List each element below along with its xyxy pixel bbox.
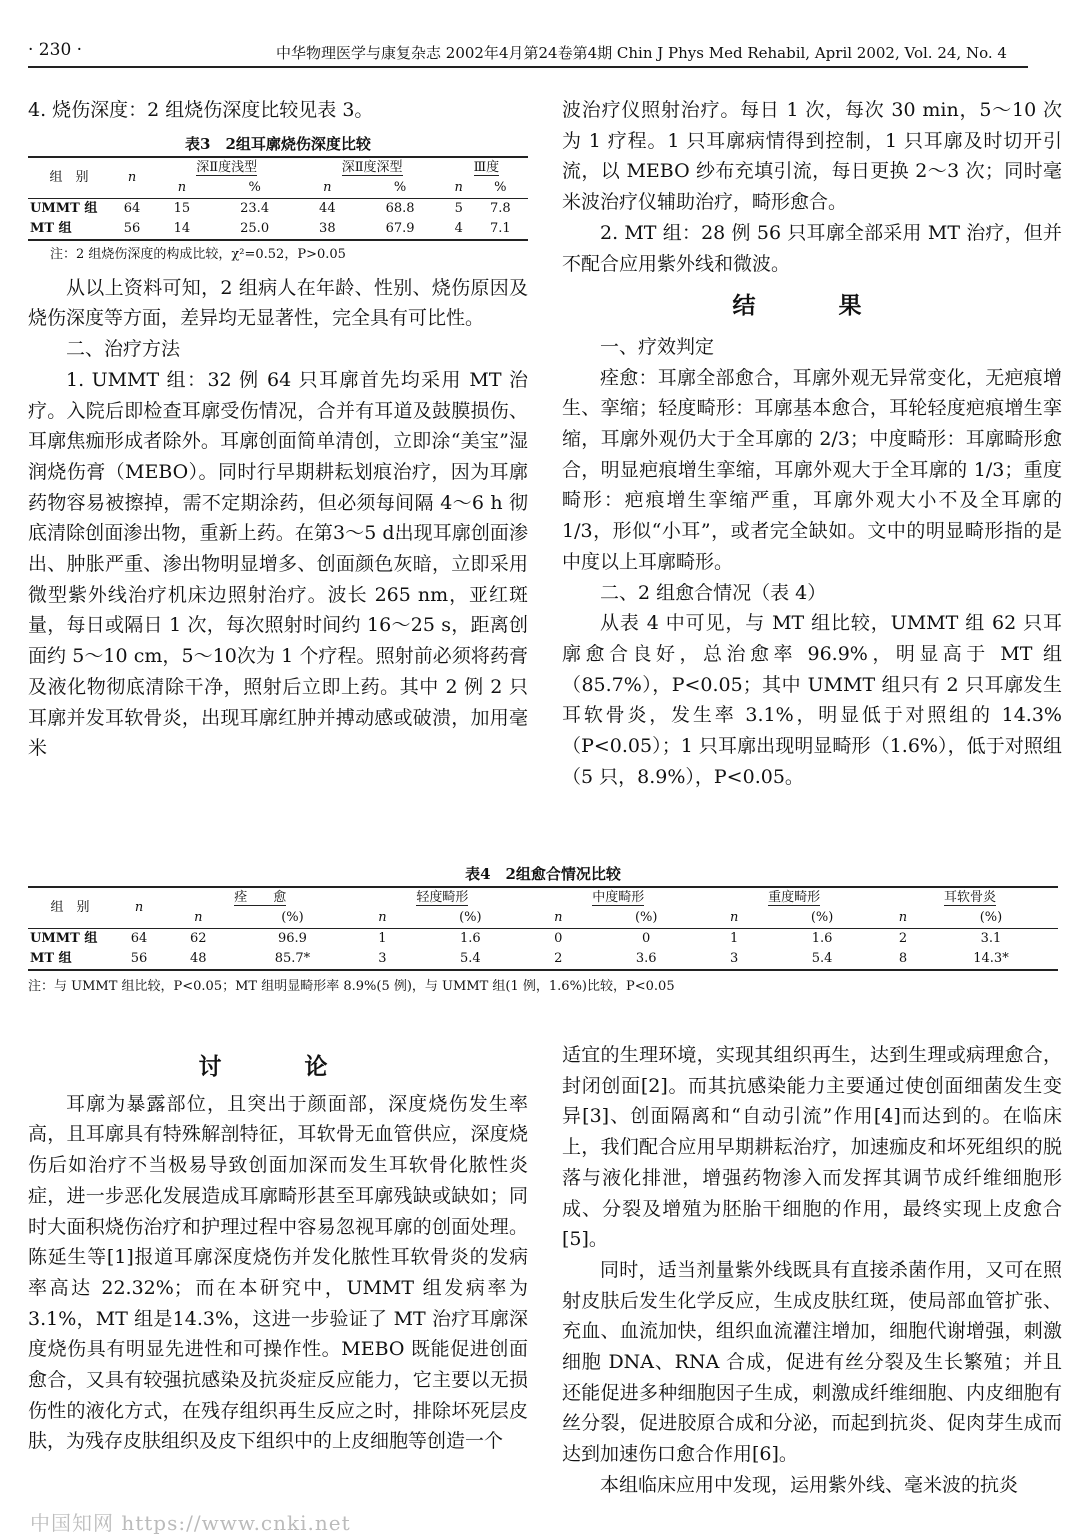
table-cell: 96.9 (277, 931, 307, 946)
table-cell: 1.6 (459, 931, 481, 946)
table-subheader: (%) (459, 910, 482, 925)
table-cell: 3.1 (980, 931, 1002, 946)
paragraph: 从以上资料可知，2 组病人在年龄、性别、烧伤原因及烧伤深度等方面，差异均无显著性，完全具有可比性。 (28, 276, 528, 330)
subheading: 二、治疗方法 (66, 338, 181, 361)
table-cell: 5.4 (811, 951, 833, 966)
table-cell: 1.6 (811, 931, 833, 946)
table-header: 深Ⅱ度深型 (341, 159, 403, 175)
right-column-top (562, 95, 1062, 792)
table-cell: 67.9 (385, 220, 415, 236)
page-header (0, 38, 1088, 78)
table-subheader: (%) (281, 910, 304, 925)
table-subheader: % (494, 179, 507, 195)
table-subheader: n (378, 910, 387, 925)
table-subheader: (%) (979, 910, 1003, 925)
table4-caption: 表4 2组愈合情况比较 (465, 865, 621, 883)
table-cell: UMMT 组 (30, 200, 98, 216)
table-subheader: n (729, 910, 739, 925)
table-header: 组 别 (49, 169, 89, 185)
table-header: 组 别 (50, 900, 90, 915)
table-cell: 3 (729, 951, 739, 966)
discussion-right (562, 1040, 1062, 1501)
page-number: · 230 · (28, 40, 83, 60)
table-header: 痊 愈 (234, 890, 287, 905)
table-cell: 44 (319, 200, 336, 216)
table-header: 耳软骨炎 (944, 890, 997, 905)
table-cell: 3 (378, 951, 387, 966)
paragraph: 从表 4 中可见，与 MT 组比较，UMMT 组 62 只耳廓愈合良好，总治愈率 96.9%，明显高于 MT 组（85.7%），P<0.05；其中 UMMT 组只有 2 只耳廓发生耳软骨炎，发生率 3.1%，明显低于对照组的 14.3%（P<0.05）；1 只耳廓出现明显畸形（1.6%），低于对照组（5 只，8.9%），P<0.05。 (562, 612, 1062, 788)
table-row (28, 929, 1058, 950)
watermark: 中国知网 https://www.cnki.net (30, 1511, 351, 1535)
table-subheader: n (323, 179, 332, 195)
table-header: n (127, 169, 137, 185)
left-column-top (28, 95, 528, 764)
table-cell: 38 (319, 220, 336, 236)
table-cell: 25.0 (240, 220, 270, 236)
table-cell: 62 (189, 931, 207, 946)
table-cell: 7.8 (489, 200, 511, 216)
table-cell: 64 (130, 931, 148, 946)
table-cell: 2 (898, 931, 908, 946)
paragraph: 本组临床应用中发现，运用紫外线、毫米波的抗炎 (600, 1473, 1019, 1496)
table-cell: 85.7* (274, 951, 311, 966)
table-cell: 8 (898, 951, 908, 966)
paragraph: 4. 烧伤深度：2 组烧伤深度比较见表 3。 (28, 99, 374, 121)
journal-title: 中华物理医学与康复杂志 2002年4月第24卷第4期 Chin J Phys Med Rehabil, April 2002, Vol. 24, No. 4 (276, 44, 1007, 62)
table-row (28, 198, 528, 219)
table4-note: 注：与 UMMT 组比较，P<0.05；MT 组明显畸形率 8.9%(5 例)，与 UMMT 组(1 例，1.6%)比较，P<0.05 (28, 979, 675, 994)
table-cell: 5.4 (459, 951, 481, 966)
table-cell: 3.6 (635, 951, 657, 966)
table-subheader: n (194, 910, 203, 925)
table-subheader: % (248, 179, 261, 195)
table-cell: 23.4 (240, 200, 270, 216)
discussion-left (28, 1052, 528, 1457)
table3-note: 注：2 组烧伤深度的构成比较，χ²=0.52，P>0.05 (50, 246, 346, 262)
table-subheader: (%) (810, 910, 834, 925)
table-subheader: n (454, 179, 463, 195)
table-cell: 68.8 (385, 200, 415, 216)
table-header: 重度畸形 (768, 890, 821, 905)
table-cell: 7.1 (489, 220, 511, 236)
table-cell: 1 (729, 931, 739, 946)
table-header: Ⅲ度 (473, 159, 500, 175)
table-cell: 4 (454, 220, 463, 236)
table-cell: 1 (378, 931, 387, 946)
paragraph: 波治疗仪照射治疗。每日 1 次，每次 30 min，5～10 次为 1 疗程。1 只耳廓病情得到控制，1 只耳廓及时切开引流，以 MEBO 纱布充填引流，每日更换 2～3 次；同时毫米波治疗仪辅助治疗，畸形愈合。 (562, 99, 1062, 214)
table-header: 轻度畸形 (416, 890, 469, 905)
paragraph: 1. UMMT 组：32 例 64 只耳廓首先均采用 MT 治疗。入院后即检查耳廓受伤情况，合并有耳道及鼓膜损伤、耳廓焦痂形成者除外。耳廓创面简单清创，立即涂“美宝”湿润烧伤膏（MEBO）。同时行早期耕耘划痕治疗，因为耳廓药物容易被擦掉，需不定期涂药，但必须每间隔 4～6 h 彻底清除创面渗出物，重新上药。在第3～5 d出现耳廓创面渗出、肿胀严重、渗出物明显增多、创面颜色灰暗，立即采用微型紫外线治疗机床边照射治疗。波长 265 nm，亚红斑量，每日或隔日 1 次，每次照射时间约 16～25 s，距离创面约 5～10 cm，5～10次为 1 个疗程。照射前必须将药膏及液化物彻底清除干净，照射后立即上药。其中 2 例 2 只耳廓并发耳软骨炎，出现耳廓红肿并搏动感或破溃，加用毫米 (28, 368, 528, 760)
table-cell: 64 (123, 200, 141, 216)
subheading: 二、2 组愈合情况（表 4） (600, 581, 827, 604)
table-cell: UMMT 组 (30, 931, 98, 946)
table-cell: 14 (173, 220, 191, 236)
table-cell: MT 组 (30, 951, 72, 966)
table-cell: 2 (554, 951, 563, 966)
table-cell: 48 (189, 951, 207, 966)
table-subheader: % (393, 179, 407, 195)
table-subheader: (%) (634, 910, 658, 925)
paragraph: 痊愈：耳廓全部愈合，耳廓外观无异常变化，无疤痕增生、挛缩；轻度畸形：耳廓基本愈合，耳轮轻度疤痕增生挛缩，耳廓外观仍大于全耳廓的 2/3；中度畸形：耳廓畸形愈合，明显疤痕增生挛缩，耳廓外观大于全耳廓的 1/3；重度畸形：疤痕增生挛缩严重，耳廓外观大小不及全耳廓的 1/3，形似“小耳”，或者完全缺如。文中的明显畸形指的是中度以上耳廓畸形。 (562, 366, 1062, 573)
table-header: 深Ⅱ度浅型 (196, 159, 258, 175)
table-cell: 56 (130, 951, 148, 966)
header-rule (28, 66, 1028, 68)
table4 (28, 886, 1058, 971)
subheading: 一、疗效判定 (600, 335, 715, 358)
paragraph: 2. MT 组：28 例 56 只耳廓全部采用 MT 治疗，但并不配合应用紫外线和微波。 (562, 221, 1062, 275)
table-subheader: n (898, 910, 908, 925)
section-heading-results: 结 果 (732, 292, 892, 320)
table-cell: 0 (554, 931, 563, 946)
table-cell: 14.3* (973, 951, 1009, 966)
table-header: 中度畸形 (592, 890, 645, 905)
table-header: n (134, 900, 144, 915)
table-cell: 56 (123, 220, 141, 236)
table-subheader: n (554, 910, 563, 925)
table-cell: MT 组 (30, 220, 72, 236)
table-cell: 0 (642, 931, 651, 946)
section-heading-discussion: 讨 论 (198, 1053, 358, 1080)
table-subheader: n (177, 179, 187, 195)
table-cell: 5 (454, 200, 463, 216)
table-row (28, 949, 1058, 970)
table3 (28, 156, 528, 241)
paragraph: 适宜的生理环境，实现其组织再生，达到生理或病理愈合，封闭创面[2]。而其抗感染能力主要通过使创面细菌发生变异[3]、创面隔离和“自动引流”作用[4]而达到的。在临床上，我们配合应用早期耕耘治疗，加速痂皮和坏死组织的脱落与液化排泄，增强药物渗入而发挥其调节成纤维细胞形成、分裂及增殖为胚胎干细胞的作用，最终实现上皮愈合[5]。 (562, 1044, 1062, 1251)
paragraph: 耳廓为暴露部位，且突出于颜面部，深度烧伤发生率高，且耳廓具有特殊解剖特征，耳软骨无血管供应，深度烧伤后如治疗不当极易导致创面加深而发生耳软骨化脓性炎症，进一步恶化发展造成耳廓畸形甚至耳廓残缺或缺如；同时大面积烧伤治疗和护理过程中容易忽视耳廓的创面处理。陈延生等[1]报道耳廓深度烧伤并发化脓性耳软骨炎的发病率高达 22.32%；而在本研究中，UMMT 组发病率为 3.1%，MT 组是14.3%，这进一步验证了 MT 治疗耳廓深度烧伤具有明显先进性和可操作性。MEBO 既能促进创面愈合，又具有较强抗感染及抗炎症反应能力，它主要以无损伤性的液化方式，在残存组织再生反应之时，排除坏死层皮肤，为残存皮肤组织及皮下组织中的上皮细胞等创造一个 (28, 1092, 528, 1453)
table4-block (28, 862, 1058, 997)
paragraph: 同时，适当剂量紫外线既具有直接杀菌作用，又可在照射皮肤后发生化学反应，生成皮肤红斑，使局部血管扩张、充血、血流加快，组织血流灌注增加，细胞代谢增强，刺激细胞 DNA、RNA 合成，促进有丝分裂及生长繁殖；并且还能促进多种细胞因子生成，刺激成纤维细胞、内皮细胞有丝分裂，促进胶原合成和分泌，而起到抗炎、促肉芽生成而达到加速伤口愈合作用[6]。 (562, 1258, 1062, 1466)
table3-caption: 表3 2组耳廓烧伤深度比较 (185, 134, 371, 153)
table-row (28, 219, 528, 240)
table-cell: 15 (173, 200, 191, 216)
